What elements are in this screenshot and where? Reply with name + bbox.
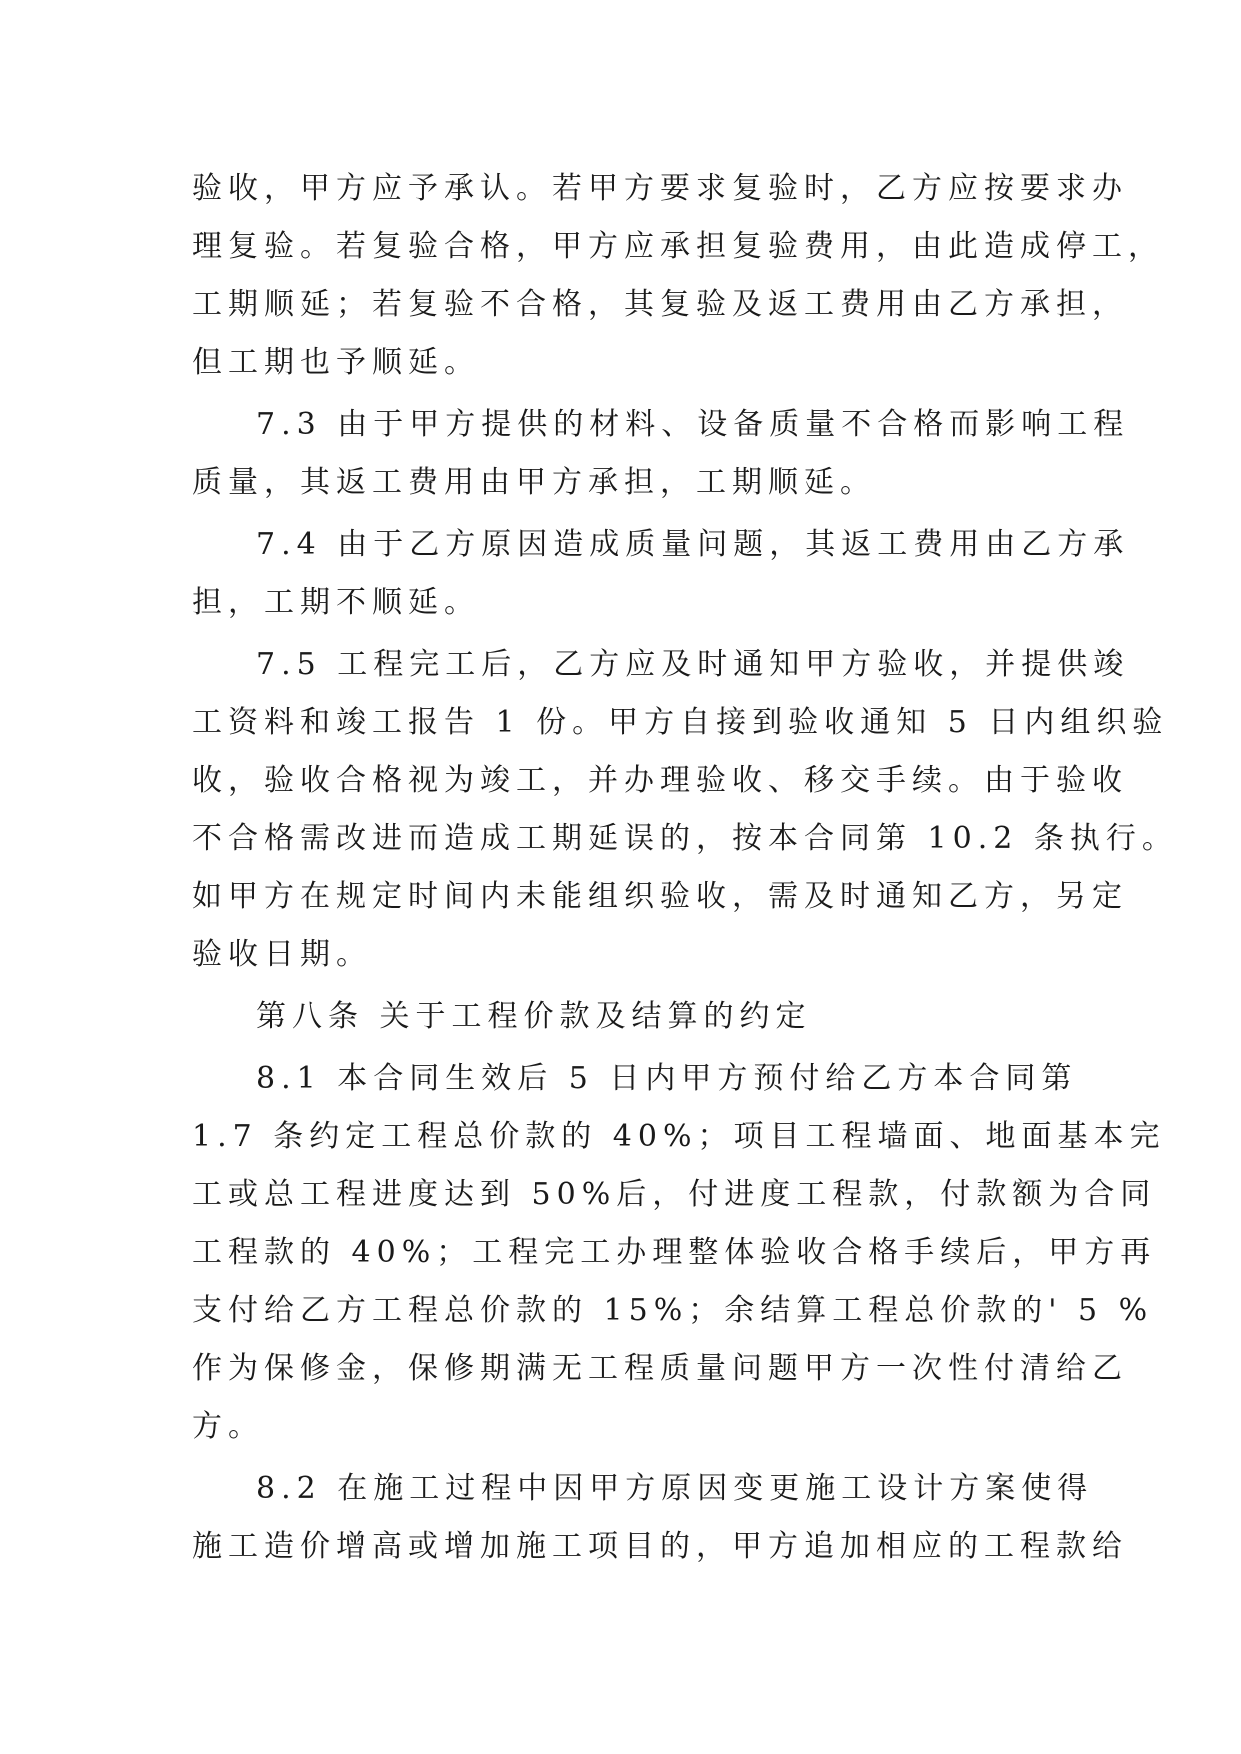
clause-8-2-first-line: 8.2 在施工过程中因甲方原因变更施工设计方案使得 [256, 1471, 1094, 1506]
text-line: 收，验收合格视为竣工，并办理验收、移交手续。由于验收 [192, 763, 1128, 798]
text-line: 施工造价增高或增加施工项目的，甲方追加相应的工程款给 [192, 1529, 1128, 1564]
clause-7-5-first-line: 7.5 工程完工后，乙方应及时通知甲方验收，并提供竣 [256, 647, 1130, 682]
clause-8-1-first-line: 8.1 本合同生效后 5 日内甲方预付给乙方本合同第 [256, 1061, 1078, 1096]
clause-7-4-first-line: 7.4 由于乙方原因造成质量问题，其返工费用由乙方承 [256, 527, 1130, 562]
text-line: 1.7 条约定工程总价款的 40%；项目工程墙面、地面基本完 [192, 1119, 1166, 1154]
text-line: 担，工期不顺延。 [192, 585, 480, 620]
text-line: 工或总工程进度达到 50%后，付进度工程款，付款额为合同 [192, 1177, 1157, 1212]
text-line: 工期顺延；若复验不合格，其复验及返工费用由乙方承担， [192, 287, 1128, 322]
text-line: 工程款的 40%；工程完工办理整体验收合格手续后，甲方再 [192, 1235, 1157, 1270]
text-line: 方。 [192, 1409, 264, 1444]
clause-7-3-first-line: 7.3 由于甲方提供的材料、设备质量不合格而影响工程 [256, 407, 1130, 442]
article-8-heading: 第八条 关于工程价款及结算的约定 [256, 999, 812, 1034]
contract-body [192, 160, 1178, 1576]
text-line: 但工期也予顺延。 [192, 345, 480, 380]
text-line: 支付给乙方工程总价款的 15%；余结算工程总价款的' 5 % [192, 1293, 1154, 1328]
text-line: 作为保修金，保修期满无工程质量问题甲方一次性付清给乙 [192, 1351, 1128, 1386]
text-line: 质量，其返工费用由甲方承担，工期顺延。 [192, 465, 876, 500]
text-line: 不合格需改进而造成工期延误的，按本合同第 10.2 条执行。 [192, 821, 1178, 856]
text-line: 工资料和竣工报告 1 份。甲方自接到验收通知 5 日内组织验 [192, 705, 1169, 740]
text-line: 理复验。若复验合格，甲方应承担复验费用，由此造成停工， [192, 229, 1164, 264]
text-line: 验收，甲方应予承认。若甲方要求复验时，乙方应按要求办 [192, 171, 1128, 206]
text-line: 验收日期。 [192, 937, 372, 972]
text-line: 如甲方在规定时间内未能组织验收，需及时通知乙方，另定 [192, 879, 1128, 914]
